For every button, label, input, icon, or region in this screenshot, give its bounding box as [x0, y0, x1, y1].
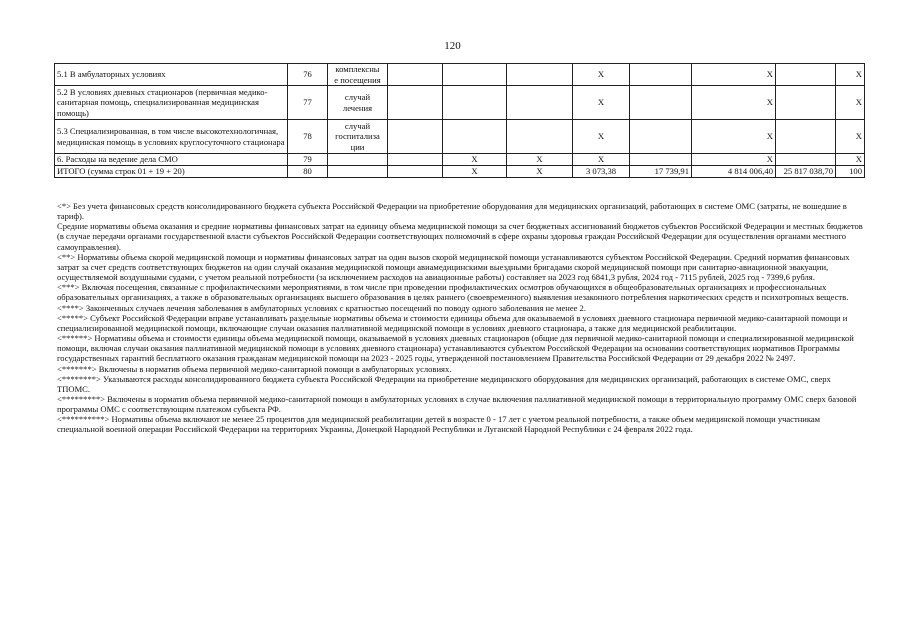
- table-cell: ИТОГО (сумма строк 01 + 19 + 20): [55, 165, 288, 177]
- table-cell: [388, 165, 443, 177]
- table-row: [55, 165, 865, 177]
- table-cell: комплексны е посещения: [328, 64, 388, 86]
- footnote: Средние нормативы объема оказания и средние нормативы финансовых затрат на единицу объема медицинской помощи за счет бюджетных ассигнований бюджетов субъектов Российской Федерации и местных бюджетов (в случае передачи органами государственной власти субъектов Российской Федерации соответствующих полномочий в сфере охраны здоровья граждан Российской Федерации для осуществления органами местного самоуправления).: [57, 221, 863, 252]
- table-cell: [507, 120, 573, 154]
- footnote: <********> Указываются расходы консолидированного бюджета субъекта Российской Федерации на приобретение медицинского оборудования для медицинских организаций, работающих в системе ОМС, сверх ТПОМС.: [57, 373, 831, 394]
- table-cell: X: [692, 120, 776, 154]
- footnote: <**********> Нормативы объема включают не менее 25 процентов для медицинской реабилитации детей в возрасте 0 - 17 лет с учетом реальной потребности, а также объем медицинской помощи участникам специальной военной операции Российской Федерации на территориях Украины, Донецкой Народной Республики и Луганской Народной Республики с 24 февраля 2022 года.: [57, 414, 821, 435]
- table-cell: 77: [288, 86, 328, 120]
- table-cell: [443, 64, 507, 86]
- table-cell: [630, 120, 692, 154]
- table-cell: X: [573, 154, 630, 166]
- table-cell: [630, 64, 692, 86]
- table-cell: 5.2 В условиях дневных стационаров (первичная медико-санитарная помощь, специализированная медицинская помощь): [55, 86, 288, 120]
- table-cell: X: [443, 165, 507, 177]
- table-cell: X: [692, 154, 776, 166]
- table-cell: X: [836, 64, 865, 86]
- page-number: 120: [444, 40, 461, 52]
- table-cell: 6. Расходы на ведение дела СМО: [55, 154, 288, 166]
- table-row: [55, 64, 865, 86]
- table-cell: случай госпитализа ции: [328, 120, 388, 154]
- table-cell: 5.1 В амбулаторных условиях: [55, 64, 288, 86]
- table-cell: 5.3 Специализированная, в том числе высокотехнологичная, медицинская помощь в условиях круглосуточного стационара: [55, 120, 288, 154]
- footnote: <**> Нормативы объема скорой медицинской помощи и нормативы финансовых затрат на один вызов скорой медицинской помощи устанавливаются субъектом Российской Федерации. Средний норматив финансовых затрат за счет средств соответствующих бюджетов на один случай оказания медицинской помощи авиамедицинскими выездными бригадами скорой медицинской помощи при санитарно-авиационной эвакуации, осуществляемой воздушными судами, с учетом реальной потребности (за исключением расходов на авиационные работы) составляет на 2023 год 6841,3 рубля, 2024 год - 7115 рублей, 2025 год - 7399,6 рубля.: [57, 251, 850, 283]
- table-cell: X: [836, 86, 865, 120]
- table-cell: [388, 154, 443, 166]
- table-cell: [443, 86, 507, 120]
- table-cell: X: [573, 120, 630, 154]
- footnote: <*> Без учета финансовых средств консолидированного бюджета субъекта Российской Федерации на приобретение оборудования для медицинских организаций, работающих в системе ОМС (затраты, не вошедшие в тариф).: [57, 201, 847, 222]
- table-cell: 17 739,91: [630, 165, 692, 177]
- table-cell: [630, 154, 692, 166]
- table-cell: [388, 120, 443, 154]
- table-cell: X: [692, 86, 776, 120]
- footnote: <*****> Субъект Российской Федерации вправе устанавливать раздельные нормативы объема и стоимости единицы объема для оказываемой в условиях дневного стационара первичной медико-санитарной помощи и специализированной медицинской помощи, включающие случаи оказания паллиативной медицинской помощи в условиях дневного стационара, а также для медицинской реабилитации.: [57, 312, 848, 333]
- footnote: <****> Законченных случаев лечения заболевания в амбулаторных условиях с кратностью посещений по поводу одного заболевания не менее 2.: [57, 302, 586, 313]
- table-cell: [776, 64, 836, 86]
- table-cell: X: [507, 154, 573, 166]
- table-cell: [443, 120, 507, 154]
- data-table: [54, 63, 865, 178]
- table-cell: [328, 165, 388, 177]
- table-cell: 4 814 006,40: [692, 165, 776, 177]
- footnote: <***> Включая посещения, связанные с профилактическими мероприятиями, в том числе при проведении профилактических осмотров обучающихся в общеобразовательных организациях и профессиональных образовательных организациях, а также в образовательных организациях высшего образования в целях раннего (своевременного) выявления незаконного потребления наркотических средств и психотропных веществ.: [57, 282, 849, 303]
- table-cell: X: [573, 64, 630, 86]
- table-cell: X: [692, 64, 776, 86]
- table-cell: 79: [288, 154, 328, 166]
- table-cell: случай лечения: [328, 86, 388, 120]
- table-cell: 76: [288, 64, 328, 86]
- table-cell: 80: [288, 165, 328, 177]
- table-cell: [328, 154, 388, 166]
- table-cell: [776, 154, 836, 166]
- table-cell: [507, 64, 573, 86]
- table-cell: 25 817 038,70: [776, 165, 836, 177]
- footnote: <*******> Включены в норматив объема первичной медико-санитарной помощи в амбулаторных условиях.: [57, 363, 452, 374]
- table-row: [55, 154, 865, 166]
- table-cell: 3 073,38: [573, 165, 630, 177]
- footnote: <*********> Включены в норматив объема первичной медико-санитарной помощи в амбулаторных условиях в случае включения паллиативной медицинской помощи в территориальную программу ОМС сверх базовой программы ОМС с соответствующим платежом субъекта РФ.: [57, 393, 857, 415]
- table-cell: X: [507, 165, 573, 177]
- table-cell: [388, 86, 443, 120]
- table-cell: [388, 64, 443, 86]
- table-cell: X: [573, 86, 630, 120]
- footnotes: [57, 201, 865, 435]
- table-cell: [507, 86, 573, 120]
- table-cell: X: [443, 154, 507, 166]
- table-cell: X: [836, 120, 865, 154]
- table-row: [55, 86, 865, 120]
- table-cell: [776, 86, 836, 120]
- table-cell: [776, 120, 836, 154]
- table-cell: 78: [288, 120, 328, 154]
- footnote: <******> Нормативы объема и стоимости единицы объема медицинской помощи, оказываемой в условиях дневных стационаров (общие для первичной медико-санитарной помощи и специализированной медицинской помощи, включая случаи оказания паллиативной медицинской помощи в условиях дневного стационара) устанавливаются субъектом Российской Федерации на основании соответствующих нормативов Программы государственных гарантий бесплатного оказания гражданам медицинской помощи на 2023 - 2025 годы, утвержденной постановлением Правительства Российской Федерации от 29 декабря 2022 № 2497.: [57, 333, 854, 364]
- table-row: [55, 120, 865, 154]
- table-cell: [630, 86, 692, 120]
- table-cell: 100: [836, 165, 865, 177]
- table-cell: X: [836, 154, 865, 166]
